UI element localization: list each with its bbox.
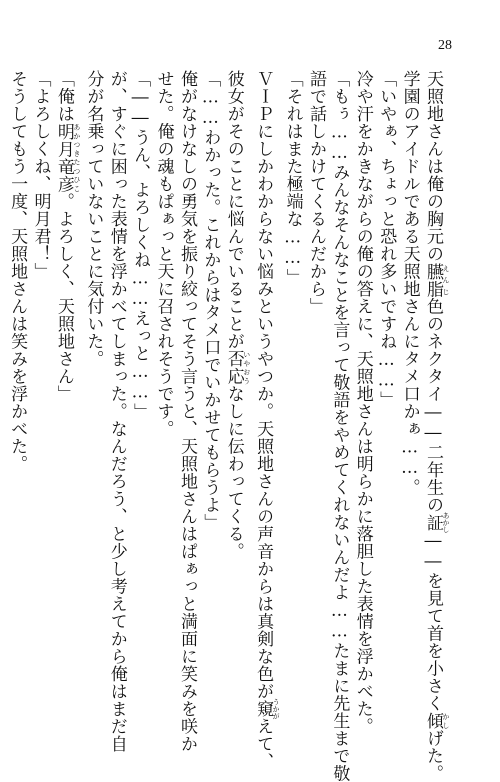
text-line-4: 冷や汗をかきながらの俺の答えに、天照地さんは明らかに落胆した表情を浮かべた。: [352, 70, 373, 735]
text-line-5: 「もぅ……みんなそんなことを言って敬語をやめてくれないんだよ……たまに先生まで敬: [329, 70, 350, 782]
text-line-9: 彼女がそのことに悩んでいることが否応 いやおうなしに伝わってくる。: [223, 70, 251, 560]
text-line-2: 学園のアイドルである天照地さんにタメ口かぁ……。: [399, 70, 420, 496]
ruby-akatsuki: 明月 あかつき: [53, 122, 81, 158]
ruby-enji: 臙脂 えんじ: [423, 262, 450, 298]
ruby-kashi: 傾 かし: [423, 712, 450, 730]
text-line-1: 天照地さんは俺の胸元の臙脂 えんじ色のネクタイ――二年生の証 あかし――を見て首を小さく傾 かしげた。: [423, 70, 450, 782]
text-line-7: 「それはまた極端な……」: [282, 70, 303, 286]
text-line-6: 語で話しかけてくるんだから」: [305, 70, 326, 315]
text-line-3: 「いやぁ、ちょっと恐れ多いですね……」: [376, 70, 397, 409]
ruby-reading-akatsuki: あかつき: [72, 122, 81, 158]
text-line-10: 「……わかった。これからはタメ口でいかせてもらうよ」: [200, 70, 221, 531]
text-line-14: が、すぐに困った表情を浮かべてしまった。なんだろう、と少し考えてから俺はまだ自: [106, 70, 127, 753]
text-line-16: 「俺は明月 あかつき竜彦 たつひこ。よろしく、天照地さん」: [53, 70, 81, 403]
ruby-reading-tatsuhiko: たつひこ: [72, 157, 81, 193]
ruby-iyaou: 否応 いやおう: [223, 350, 251, 385]
ruby-akashi: 証 あかし: [423, 511, 450, 533]
ruby-reading-akashi: あかし: [442, 511, 450, 533]
text-line-18: そうしてもう一度、天照地さんは笑みを浮かべた。: [7, 70, 28, 473]
ruby-tatsuhiko: 竜彦 たつひこ: [53, 157, 81, 193]
body-text: [7, 70, 450, 782]
page-number: 28: [438, 38, 452, 53]
text-line-11: 俺がなけなしの勇気を振り絞ってそう言うと、天照地さんはぱぁっと満面に笑みを咲か: [176, 70, 197, 753]
text-line-17: 「よろしくね、明月君！」: [30, 70, 51, 280]
ruby-reading-iyaou: いやおう: [242, 350, 251, 385]
ruby-reading-enji: えんじ: [442, 262, 450, 298]
text-line-15: 分が名乗っていないことに気付いた。: [83, 70, 104, 368]
ruby-ukaga: 窺 うかが: [253, 698, 281, 720]
ruby-reading-ukaga: うかが: [272, 698, 281, 720]
text-line-13: 「――うん、よろしくね……えっと……」: [130, 70, 151, 421]
text-line-12: せた。俺の魂もぱぁっと天に召されそうです。: [153, 70, 174, 438]
ruby-reading-kashi: かし: [442, 712, 450, 730]
text-line-8: ＶＩＰにしかわからない悩みというやつか。天照地さんの声音からは真剣な色が窺 うかがえて、: [253, 70, 281, 770]
